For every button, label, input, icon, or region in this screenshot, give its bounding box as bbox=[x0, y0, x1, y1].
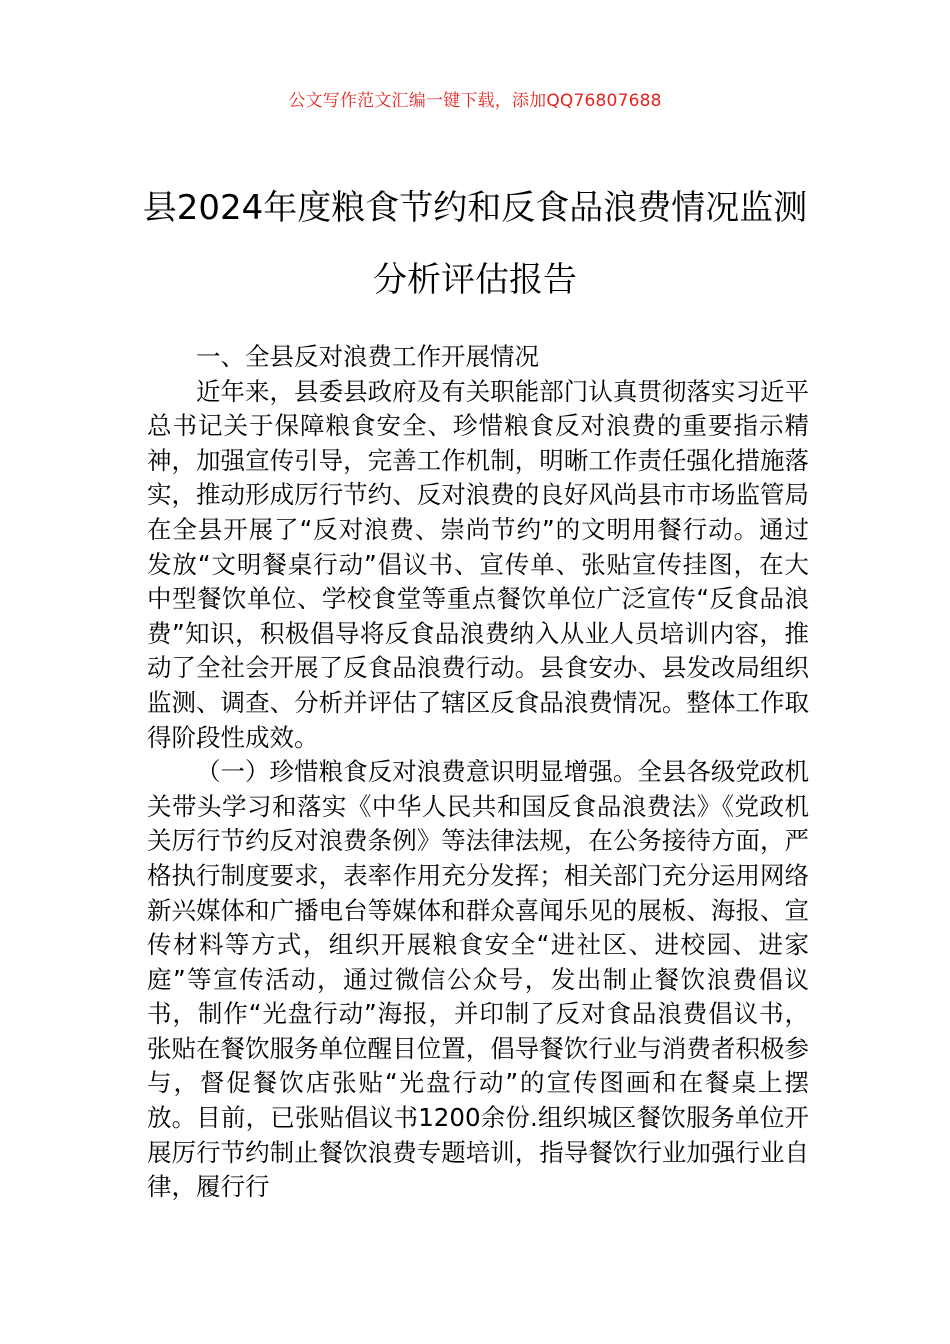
document-body bbox=[147, 340, 809, 1205]
paragraph: （一）珍惜粮食反对浪费意识明显增强。全县各级党政机关带头学习和落实《中华人民共和国反食品浪费法》《党政机关厉行节约反对浪费条例》等法律法规，在公务接待方面，严格执行制度要求，表率作用充分发挥；相关部门充分运用网络新兴媒体和广播电台等媒体和群众喜闻乐见的展板、海报、宣传材料等方式，组织开展粮食安全“进社区、进校园、进家庭”等宣传活动，通过微信公众号，发出制止餐饮浪费倡议书，制作“光盘行动”海报，并印制了反对食品浪费倡议书，张贴在餐饮服务单位醒目位置，倡导餐饮行业与消费者积极参与，督促餐饮店张贴“光盘行动”的宣传图画和在餐桌上摆放。目前，已张贴倡议书1200余份.组织城区餐饮服务单位开展厉行节约制止餐饮浪费专题培训，指导餐饮行业加强行业自律，履行行 bbox=[147, 757, 809, 1202]
document-title: 县2024年度粮食节约和反食品浪费情况监测分析评估报告 bbox=[142, 188, 808, 300]
paragraph: 近年来，县委县政府及有关职能部门认真贯彻落实习近平总书记关于保障粮食安全、珍惜粮食反对浪费的重要指示精神，加强宣传引导，完善工作机制，明晰工作责任强化措施落实，推动形成厉行节约、反对浪费的良好风尚县市市场监管局在全县开展了“反对浪费、崇尚节约”的文明用餐行动。通过发放“文明餐桌行动”倡议书、宣传单、张贴宣传挂图，在大中型餐饮单位、学校食堂等重点餐饮单位广泛宣传“反食品浪费”知识，积极倡导将反食品浪费纳入从业人员培训内容，推动了全社会开展了反食品浪费行动。县食安办、县发改局组织监测、调查、分析并评估了辖区反食品浪费情况。整体工作取得阶段性成效。 bbox=[147, 376, 809, 752]
section-heading: 一、全县反对浪费工作开展情况 bbox=[196, 342, 539, 371]
watermark-header: 公文写作范文汇编一键下载，添加QQ76807688 bbox=[288, 91, 662, 111]
